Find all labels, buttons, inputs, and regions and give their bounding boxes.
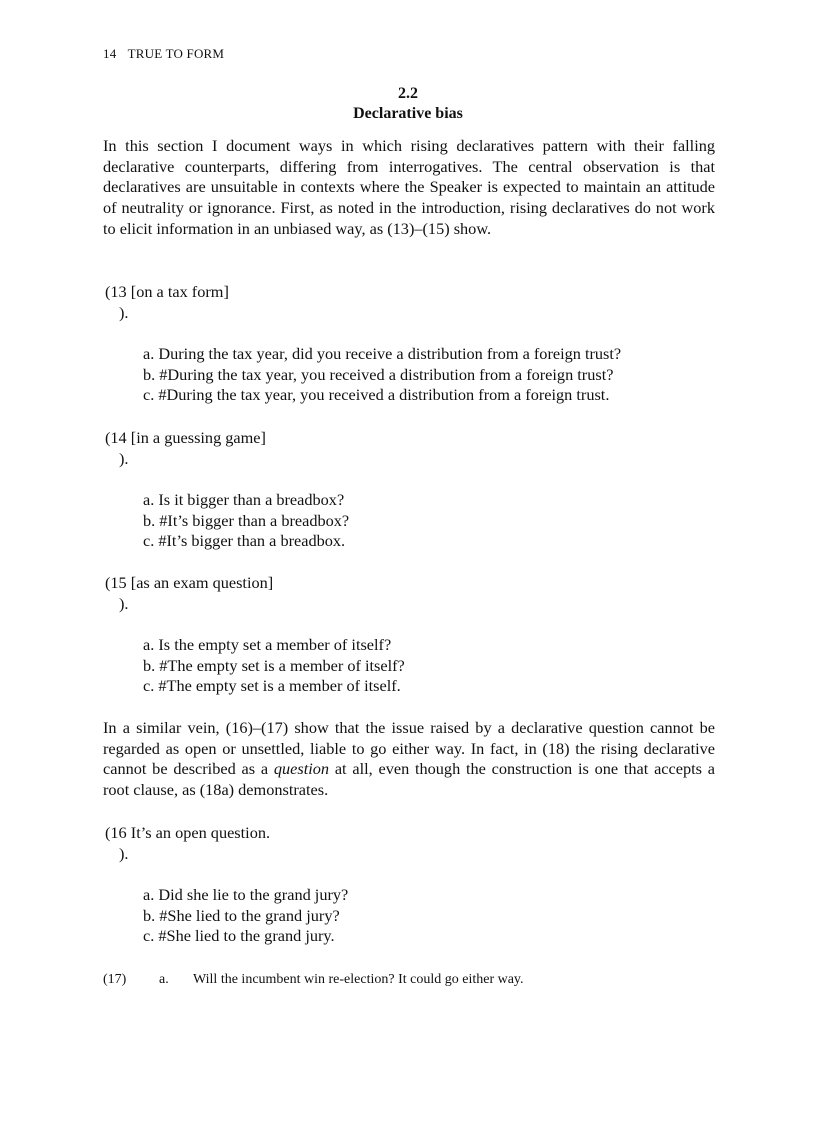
example-close: ). xyxy=(119,302,129,322)
example-16-label xyxy=(105,823,270,864)
running-title: TRUE TO FORM xyxy=(127,46,225,61)
example-close: ). xyxy=(119,593,129,613)
example-16-items xyxy=(143,885,348,947)
list-item: c. #The empty set is a member of itself. xyxy=(143,676,401,696)
example-13-label xyxy=(105,282,229,323)
example-15-label xyxy=(105,573,273,614)
example-17-letter: a. xyxy=(159,972,169,987)
section-title: Declarative bias xyxy=(353,105,463,122)
example-14-label xyxy=(105,428,266,469)
example-label: (13 [on a tax form] xyxy=(105,282,229,301)
list-item: c. #She lied to the grand jury. xyxy=(143,926,335,946)
list-item: c. #During the tax year, you received a distribution from a foreign trust. xyxy=(143,385,610,405)
list-item: b. #During the tax year, you received a distribution from a foreign trust? xyxy=(143,364,614,384)
paragraph-intro: In this section I document ways in which rising declaratives pattern with their falling declarative counterparts, differing from interrogatives. The central observation is that declaratives are unsuitable in contexts where the Speaker is expected to maintain an attitude of neutrality or ignorance. First, as noted in the introduction, rising declaratives do not work to elicit information in an unbiased way, as (13)–(15) show. xyxy=(103,136,715,238)
section-number: 2.2 xyxy=(398,85,418,102)
example-17-number: (17) xyxy=(103,972,127,987)
italic-term: question xyxy=(273,759,330,779)
example-label: (14 [in a guessing game] xyxy=(105,428,266,447)
paragraph-text: In a similar vein, (16)–(17) show that the issue raised by a declarative question cannot be regarded as open or unsettled, liable to go either way. In fact, in (18) the rising declarative cannot be described as a xyxy=(103,718,715,779)
example-17-text: Will the incumbent win re-election? It could go either way. xyxy=(193,972,524,987)
list-item: a. During the tax year, did you receive a distribution from a foreign trust? xyxy=(143,344,622,363)
example-close: ). xyxy=(119,843,129,863)
example-close: ). xyxy=(119,448,129,468)
list-item: a. Is it bigger than a breadbox? xyxy=(143,490,345,509)
example-17 xyxy=(103,971,524,989)
example-13-items xyxy=(143,344,621,406)
example-label: (16 It’s an open question. xyxy=(105,823,271,842)
list-item: b. #She lied to the grand jury? xyxy=(143,905,340,925)
list-item: a. Is the empty set a member of itself? xyxy=(143,635,392,654)
example-14-items xyxy=(143,490,349,552)
example-15-items xyxy=(143,635,405,697)
paragraph-similar-vein xyxy=(103,718,715,801)
list-item: b. #It’s bigger than a breadbox? xyxy=(143,510,350,530)
list-item: c. #It’s bigger than a breadbox. xyxy=(143,531,346,551)
example-label: (15 [as an exam question] xyxy=(105,573,274,592)
page-number: 14 xyxy=(103,46,117,61)
paragraph-text: at all, even though the construction is one that accepts a root clause, as (18a) demonstrates. xyxy=(103,759,715,800)
list-item: b. #The empty set is a member of itself? xyxy=(143,655,405,675)
list-item: a. Did she lie to the grand jury? xyxy=(143,885,349,904)
running-head xyxy=(103,46,224,62)
